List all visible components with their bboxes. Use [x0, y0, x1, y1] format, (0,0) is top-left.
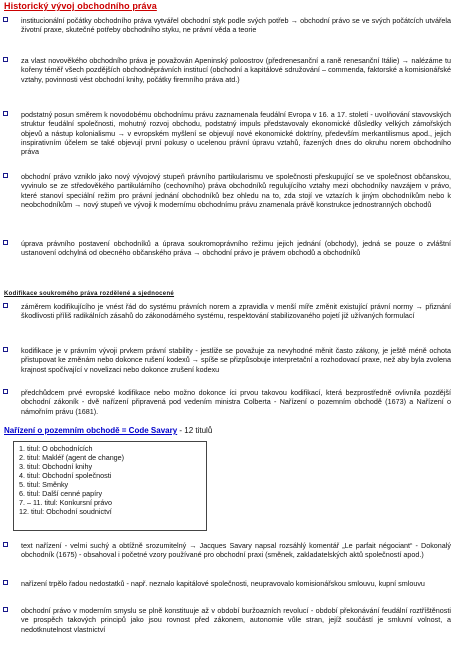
savary-suffix: - 12 titulů [177, 426, 213, 435]
bullet-text: předchůdcem prvé evropské kodifikace nebo možno dokonce íci prvou takovou kodifikací, která bezprostředně ovlivnila pozdější obchodní zákoník - dvě nařízení připravená pod vedením ministra Colberta - Nařízení o pozemním obchodě (1673) a Nařízení o námořním právu (1681). [21, 388, 451, 416]
list-item [3, 541, 451, 560]
bullet-text: kodifikace je v právním vývoji prvkem právní stability - jestliže se považuje za nevyhodné měnit často zákony, je ještě méně ochota přistupovat ke změnám nebo dokonce rušení kodexů → spíše se přizpůsobuje interpretační a rozhodovací praxe, než aby byla zvolena krajnost spočívající v novelizaci nebo dokonce zrušení kodexu [21, 346, 451, 374]
box-item: 6. titul: Další cenné papíry [19, 489, 103, 498]
page-title: Historický vývoj obchodního práva [4, 1, 157, 11]
square-bullet-icon [3, 389, 8, 394]
list-item [3, 110, 451, 156]
list-item [3, 346, 451, 374]
list-item [3, 172, 451, 209]
square-bullet-icon [3, 173, 8, 178]
box-item: 12. titul: Obchodní soudnictví [19, 507, 112, 516]
bullet-text: za vlast novověkého obchodního práva je považován Apeninský poloostrov (předrenesanční a raně renesanční Itálie) → nalézáme tu kořeny téměř všech pozdějších obchodněprávních institucí (obchodní a kapitálové sdružování – commenda, faktorské a komisionářské vztahy, povinnosti vést obchodní knihy, počátky firemního práva atd.) [21, 56, 451, 84]
box-item: 2. titul: Makléř (agent de change) [19, 453, 125, 462]
titles-box [13, 441, 207, 531]
square-bullet-icon [3, 17, 8, 22]
bullet-text: obchodní právo v moderním smyslu se plně konstituuje až v období buržoazních revolucí - období překonávání feudální roztříštěnosti ve prospěch takových principů jako jsou rovnost před zákonem, autonomie vůle stran, jejíž součástí je smluvní volnost, a nedotknutelnost vlastnictví [21, 606, 451, 634]
list-item [3, 16, 451, 35]
box-item: 1. titul: O obchodnících [19, 444, 93, 453]
square-bullet-icon [3, 303, 8, 308]
bullet-text: institucionální počátky obchodního práva vytvářel obchodní styk podle svých potřeb → obchodní právo se ve svých počátcích utvářela životní praxe, skutečné potřeby obchodního styku, ne právní věda a teorie [21, 16, 451, 35]
list-item [3, 388, 451, 416]
square-bullet-icon [3, 240, 8, 245]
bullet-text: obchodní právo vzniklo jako nový vývojový stupeň právního partikularismu ve společnosti přeskupující se ve společnost občanskou, vyvinulo se ze středověkého partikulárního (cechovního) práva obchodníků regulujícího vztahy mezi obchodníky navzájem v právo, které stanoví speciální režim pro právní jednání obchodníků bez ohledu na to, zda stojí ve vztazích k jiným obchodníkům nebo k neobchodníkům → nový stupeň ve vývoji k modernímu obchodnímu právu znamenala právě konstrukce jednostranných obchodů [21, 172, 451, 209]
savary-link[interactable]: Nařízení o pozemním obchodě = Code Savary [4, 426, 178, 435]
box-item: 5. titul: Směnky [19, 480, 69, 489]
list-item [3, 239, 451, 258]
square-bullet-icon [3, 111, 8, 116]
square-bullet-icon [3, 580, 8, 585]
box-item: 3. titul: Obchodní knihy [19, 462, 93, 471]
list-item [3, 56, 451, 84]
savary-heading [4, 426, 212, 435]
square-bullet-icon [3, 542, 8, 547]
box-item: 4. titul: Obchodní společnosti [19, 471, 112, 480]
square-bullet-icon [3, 57, 8, 62]
section-heading: Kodifikace soukromého práva rozdělené a sjednocené [4, 291, 175, 297]
square-bullet-icon [3, 347, 8, 352]
bullet-text: podstatný posun směrem k novodobému obchodnímu právu zaznamenala feudální Evropa v 16. a 17. století - uvolňování stavovských struktur feudální společnosti, mohutný rozvoj obchodu, podstatný impuls představovaly ekonomické důsledky velkých zámořských objevů a nástup kolonialismu → v evropském myšlení se objevují nové ekonomické doktríny, především merkantilismus apod., jejich inspirativním účelem se také objevují první pokusy o ucelenou právní úpravu vztahů, řazených dnes do okruhu norem obchodního práva [21, 110, 451, 157]
list-item [3, 606, 451, 634]
list-item [3, 579, 451, 588]
square-bullet-icon [3, 607, 8, 612]
bullet-text: text nařízení - velmi suchý a obtížně srozumitelný → Jacques Savary napsal rozsáhlý komentář „Le parfait négociant“ - Dokonalý obchodník (1675) - obsahoval i početné vzory používané pro obchodní praxi (směnek, zakladatelských aktů společností apod.) [21, 541, 451, 560]
box-item: 7. – 11. titul: Konkursní právo [19, 498, 112, 507]
bullet-text: záměrem kodifikujícího je vnést řád do systému právních norem a zpravidla v menší míře změnit existující právní normy → přiznání škodlivosti příliš radikálních zásahů do zákonodárného systému, respektování stabilizovaného pojetí již užívaných formulací [21, 302, 451, 321]
list-item [3, 302, 451, 321]
bullet-text: nařízení trpělo řadou nedostatků - např. neznalo kapitálové společnosti, neupravovalo komisionářskou smlouvu, kupní smlouvu [21, 579, 425, 588]
bullet-text: úprava právního postavení obchodníků a úprava soukromoprávního režimu jejich jednání (obchody), jedná se pouze o zvláštní ustanovení odchylná od obecného občanského práva → obchodní právo je právem obchodů a obchodníků [21, 239, 451, 258]
